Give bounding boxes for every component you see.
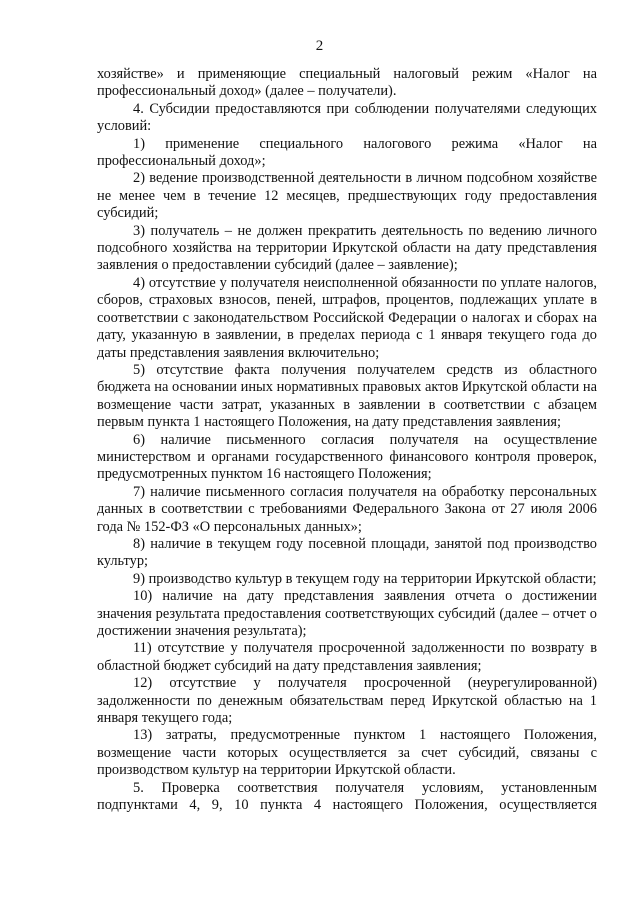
page-number: 2: [315, 38, 324, 54]
paragraph-clause-4: 4. Субсидии предоставляются при соблюдении получателями следующих условий:: [97, 100, 597, 135]
paragraph-condition-10: 10) наличие на дату представления заявления отчета о достижении значения результата предоставления соответствующих субсидий (далее – отчет о достижении значения результата);: [97, 588, 597, 639]
document-body: [97, 66, 597, 814]
paragraph-condition-11: 11) отсутствие у получателя просроченной задолженности по возврату в областной бюджет субсидий на дату представления заявления;: [97, 640, 597, 674]
paragraph-condition-9: 9) производство культур в текущем году на территории Иркутской области;: [133, 570, 597, 587]
paragraph-condition-13: 13) затраты, предусмотренные пунктом 1 настоящего Положения, возмещение части которых осуществляется за счет субсидий, связаны с производством культур на территории Иркутской области.: [97, 727, 597, 779]
paragraph-condition-5: 5) отсутствие факта получения получателем средств из областного бюджета на основании иных нормативных правовых актов Иркутской области на возмещение части затрат, указанных в заявлении в соответствии с абзацем первым пункта 1 настоящего Положения, на дату представления заявления;: [97, 361, 597, 431]
paragraph-condition-12: 12) отсутствие у получателя просроченной (неурегулированной) задолженности по денежным обязательствам перед Иркутской областью на 1 января текущего года;: [97, 675, 597, 727]
paragraph-continuation: хозяйстве» и применяющие специальный налоговый режим «Налог на профессиональный доход» (далее – получатели).: [97, 66, 597, 100]
paragraph-condition-7: 7) наличие письменного согласия получателя на обработку персональных данных в соответствии с требованиями Федерального Закона от 27 июля 2006 года № 152-ФЗ «О персональных данных»;: [97, 483, 597, 535]
paragraph-condition-1: 1) применение специального налогового режима «Налог на профессиональный доход»;: [97, 135, 597, 170]
paragraph-condition-8: 8) наличие в текущем году посевной площади, занятой под производство культур;: [97, 535, 597, 570]
paragraph-condition-6: 6) наличие письменного согласия получателя на осуществление министерством и органами государственного финансового контроля проверок, предусмотренных пунктом 16 настоящего Положения;: [97, 431, 597, 483]
paragraph-clause-5: 5. Проверка соответствия получателя условиям, установленным подпунктами 4, 9, 10 пункта 4 настоящего Положения, осуществляется: [97, 779, 597, 814]
paragraph-condition-4: 4) отсутствие у получателя неисполненной обязанности по уплате налогов, сборов, страховых взносов, пеней, штрафов, процентов, подлежащих уплате в соответствии с законодательством Российской Федерации о налогах и сборах на дату, указанную в заявлении, в пределах периода с 1 января текущего года до даты представления заявления включительно;: [97, 274, 597, 361]
paragraph-condition-3: 3) получатель – не должен прекратить деятельность по ведению личного подсобного хозяйства на территории Иркутской области на дату представления заявления о предоставлении субсидий (далее – заявление);: [97, 222, 597, 274]
paragraph-condition-2: 2) ведение производственной деятельности в личном подсобном хозяйстве не менее чем в течение 12 месяцев, предшествующих году предоставления субсидий;: [97, 170, 597, 222]
